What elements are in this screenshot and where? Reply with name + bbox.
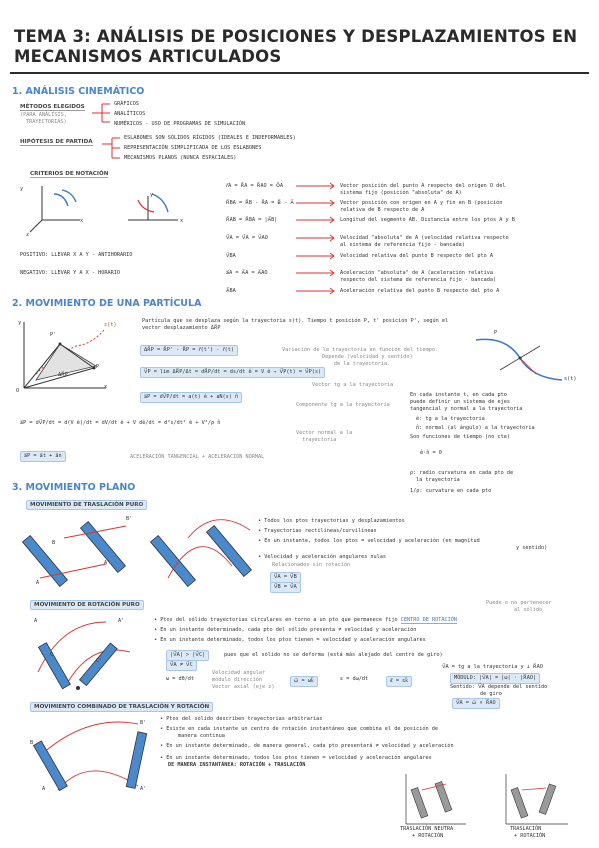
section-heading-2: 2. MOVIMIENTO DE UNA PARTÍCULA [12,298,202,309]
eq-displacement-note3: de la trayectoria. [334,361,391,367]
comb-a: A [42,786,46,792]
rot-eq3-note2: módulo dirección [212,677,262,683]
side-4: ê: tg a la trayectoria [416,416,485,422]
axis-x-label: x [80,218,84,224]
rot-eq4: ω⃗ = ωk⃗ [290,676,318,687]
side-1: En cada instante t, en cada pto [410,392,507,398]
tangent-p: P [494,330,498,336]
rot-eq1: |V⃗A| > |V⃗C| [166,650,209,661]
part-pp: P' [50,332,57,338]
part-x: x [104,384,108,390]
notation-arrows [290,183,340,299]
combinado-diagram [28,714,158,798]
axis-y-label: y [20,186,24,192]
eq-accel-expanded: a⃗P = dV⃗P/dt = d(V ê)/dt = dV/dt ê + V dê/dt = d²s/dt² ê + V²/ρ n̂ [20,420,221,426]
comb-cap1a: TRASLACIÓN NEUTRA [400,826,454,832]
eq-displacement-note2: Depende (velocidad y sentido) [322,354,413,360]
tangent-diagram [470,330,570,390]
tr-b: B [52,540,56,546]
eq-displacement-note1: Variación de la trayectoria en función del tiempo. [282,347,439,353]
metodos-item-2: ANALÍTICOS [114,111,146,117]
rot-cp: C' [96,658,103,664]
s2-intro-1: Partícula que se desplaza según la trayectoria s(t). Tiempo t posición P, t' posición P', según el [142,318,449,324]
side-7: ê·n̂ = 0 [420,450,442,456]
s2-intro-2: vector desplazamiento ΔR⃗P [142,325,221,331]
part-p: P [96,364,100,370]
eq-accel-note: Componente tg a la trayectoria [296,402,390,408]
rot-ap: A' [118,618,125,624]
part-rp: ΔR⃗P [58,372,68,378]
criterio-negativo: NEGATIVO: LLEVAR Y A X - HORARIO [20,270,120,276]
side-2: puede definir un sistema de ejes [410,399,510,405]
rot-r2: MÓDULO: |V⃗A| = |ω| · |R⃗AO| [450,673,540,684]
hipotesis-item-3: MECANISMOS PLANOS (NUNCA ESPACIALES) [124,155,237,161]
combinado-label: MOVIMIENTO COMBINADO DE TRASLACIÓN Y ROTACIÓN [30,702,213,712]
traslacion-diagrams [28,512,248,588]
rot-r5: V⃗A = ω⃗ × R⃗AO [452,698,500,709]
axis-x2-label: x [180,218,184,224]
rot-eq5: ε = dω/dt [340,676,369,682]
tr-a: A [36,580,40,586]
part-y: y [18,320,22,326]
traslacion-eq-b: V⃗B = V⃗A [270,582,301,593]
rotacion-diagram [28,612,148,694]
rot-eq3: ω = dθ/dt [166,676,195,682]
metodos-sub1: (PARA ANÁLISIS, [20,112,67,118]
comb-cap2a: TRASLACIÓN [510,826,542,832]
hipotesis-label: HIPÓTESIS DE PARTIDA [20,139,93,145]
traslacion-eq-a: V⃗A = V⃗B [270,572,301,583]
eq-displacement: ΔR⃗P = R⃗P' - R⃗P = r⃗(t') - r⃗(t) [140,345,238,356]
side-6: Son funciones de tiempo (no cte) [410,434,510,440]
rot-eq1-note: pues que el sólido no se deforma (está más alejado del centro de giro) [224,652,443,658]
eq-accel-sum: a⃗P = a⃗t + a⃗n [20,451,66,462]
eq-accel-expanded-note2: trayectoria [302,437,337,443]
part-st: s(t) [104,322,117,328]
metodos-sub2: TRAYECTORIAS) [26,119,67,125]
hipotesis-item-2: REPRESENTACIÓN SIMPLIFICADA DE LOS ESLABONES [124,145,262,151]
side-8: ρ: radio curvatura en cada pto de [410,470,514,476]
metodos-label: MÉTODOS ELEGIDOS [20,104,85,110]
criterios-label: CRITERIOS DE NOTACIÓN [30,171,109,177]
part-o: O [16,388,20,394]
rotacion-note-top2: al sólido [514,607,543,613]
side-5: n̂: normal (al ángulo) a la trayectoria [416,425,535,431]
tr-bp: B' [126,516,133,522]
rotacion-note-top1: Puede o no pertenecer [486,600,552,606]
title-divider [10,72,589,74]
eq-accel: a⃗P = dV⃗P/dt = a(t) ê + aN(s) n̂ [140,392,242,403]
side-10: 1/ρ: curvatura en cada pto [410,488,492,494]
criterio-positivo: POSITIVO: LLEVAR X A Y - ANTIHORARIO [20,252,133,258]
section-heading-3: 3. MOVIMIENTO PLANO [12,482,136,493]
rot-eq3-note1: Velocidad angular [212,670,266,676]
side-9: la trayectoria [416,477,460,483]
axes-diagrams [18,180,218,240]
side-3: tangencial y normal a la trayectoria [410,406,523,412]
comb-cap1b: + ROTACIÓN [412,833,444,839]
comb-bp: B' [140,720,147,726]
page-title: TEMA 3: ANÁLISIS DE POSICIONES Y DESPLAZAMIENTOS EN MECANISMOS ARTICULADOS [14,27,578,66]
traslacion-rel: Relacionados sin rotación [272,562,351,568]
hipotesis-item-1: ESLABONES SON SÓLIDOS RÍGIDOS (IDEALES E INDEFORMABLES) [124,135,296,141]
traslacion-label: MOVIMIENTO DE TRASLACIÓN PURO [26,500,147,510]
rot-r1: V⃗A = tg a la trayectoria y ⊥ R⃗AO [442,664,543,670]
rotacion-label: MOVIMIENTO DE ROTACIÓN PURO [30,600,144,610]
axis-y2-label: y [150,192,154,198]
rot-c: C [50,652,54,658]
eq-accel-sum-note: ACELERACIÓN TANGENCIAL + ACELERACIÓN NORMAL [130,454,265,460]
comb-cap2b: + ROTACIÓN [514,833,546,839]
particle-diagram [14,316,114,396]
rot-r3: Sentido: V⃗A depende del sentido [450,684,548,690]
rot-r4: de giro [480,691,502,697]
eq-accel-expanded-note1: Vector normal a la [296,430,353,436]
rot-a: A [34,618,38,624]
comb-b: B [30,740,34,746]
eq-velocity: V⃗P = lim ΔR⃗P/Δt = dR⃗P/dt = ds/dt ê = V ê → V⃗P(t) = V⃗P(s) [140,367,325,378]
rot-eq6: ε⃗ = εk⃗ [386,676,412,687]
section-heading-1: 1. ANÁLISIS CINEMÁTICO [12,86,145,97]
axis-z-label: z [26,232,30,238]
rot-eq3-note3: Vector axial (eje z) [212,684,275,690]
eq-velocity-note: Vector tg a la trayectoria [312,382,394,388]
rot-eq2: V⃗A ≠ V⃗C [166,660,197,671]
combinado-mini-diagrams [396,770,586,830]
comb-ap: A' [140,786,147,792]
tangent-s: s(t) [564,376,577,382]
metodos-item-3: NUMÉRICOS - USO DE PROGRAMAS DE SIMULACIÓN [114,121,246,127]
metodos-item-1: GRÁFICOS [114,101,139,107]
tr-ap: A' [104,560,111,566]
